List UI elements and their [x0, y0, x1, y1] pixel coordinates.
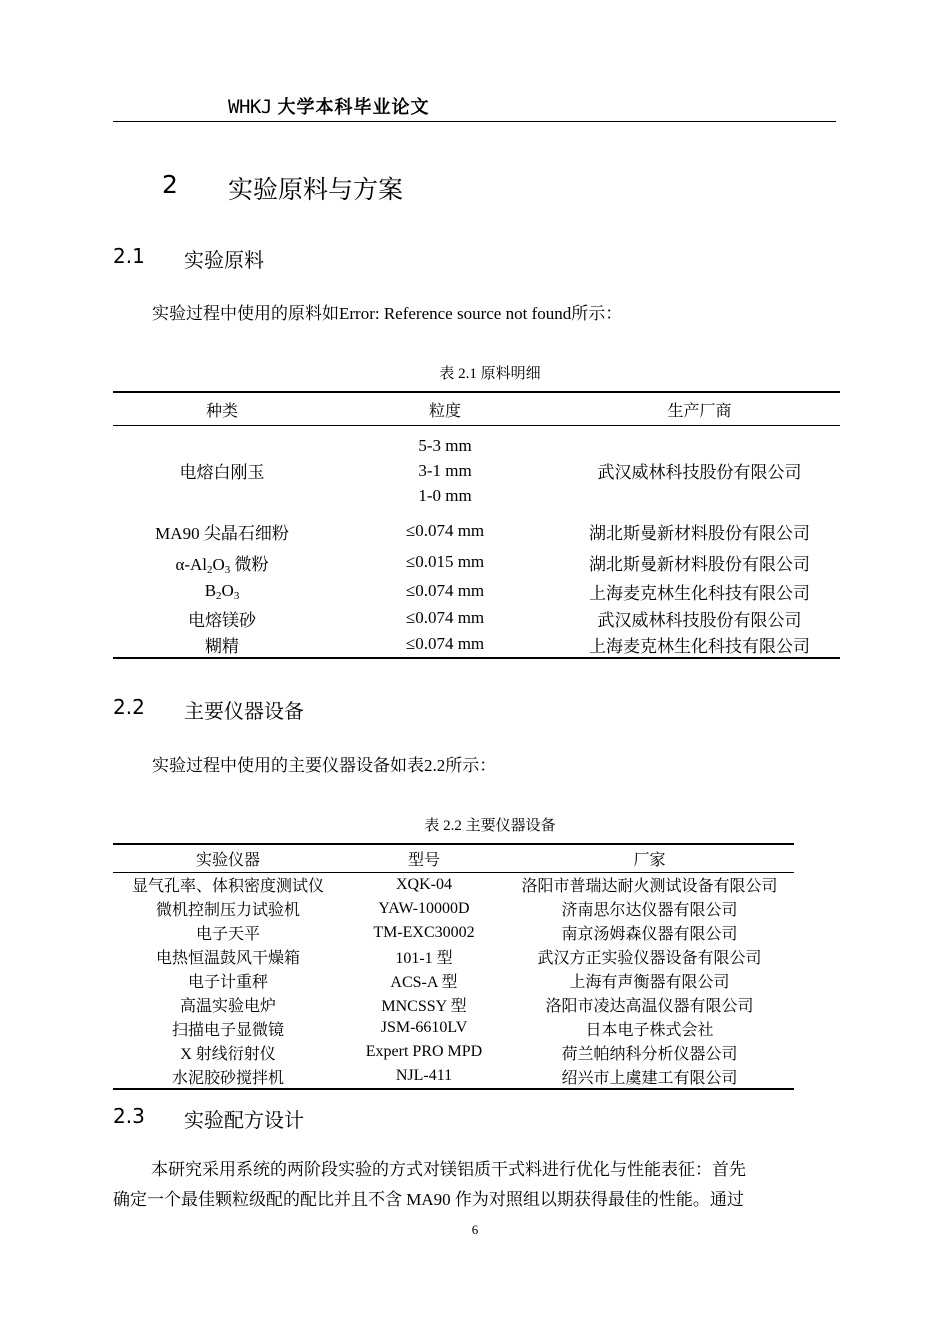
- chapter-title: 实验原料与方案: [228, 175, 404, 204]
- paragraph-2-3-line-1: 本研究采用系统的两阶段实验的方式对镁铝质干式料进行优化与性能表征：首先: [151, 1160, 746, 1179]
- instrument-manufacturer: 南京汤姆森仪器有限公司: [561, 926, 738, 944]
- section-2-2-title: 主要仪器设备: [184, 699, 304, 723]
- material-maker: 上海麦克林生化科技有限公司: [589, 583, 810, 603]
- table-1-caption: 表 2.1 原料明细: [439, 366, 541, 382]
- instrument-model: NJL-411: [343, 1064, 505, 1089]
- material-name: 电熔镁砂: [188, 610, 256, 630]
- material-name: $\alpha-Al_2O_3$ 微粉: [175, 554, 269, 576]
- header-title: 大学本科毕业论文: [277, 97, 430, 118]
- equipment-table: [113, 843, 794, 1090]
- table-row: [113, 547, 840, 578]
- instrument-manufacturer: 上海有声衡器有限公司: [569, 974, 730, 991]
- table-row: [113, 897, 794, 921]
- material-name: 电熔白刚玉: [179, 463, 265, 483]
- material-size: ≤0.074 mm: [331, 632, 559, 658]
- table-row: [113, 1064, 794, 1089]
- instrument-manufacturer: 日本电子株式会社: [585, 1021, 714, 1039]
- table-row: [113, 516, 840, 547]
- table-header-row: [113, 392, 840, 426]
- instrument-name: X 射线衍射仪: [180, 1045, 276, 1063]
- paragraph-2-2: 实验过程中使用的主要仪器设备如表2.2所示：: [152, 756, 497, 775]
- table-row: [113, 426, 840, 516]
- column-header-manufacturer: 厂家: [505, 844, 794, 873]
- instrument-manufacturer: 武汉方正实验仪器设备有限公司: [537, 950, 762, 968]
- material-size-list: [331, 426, 559, 516]
- table-row: [113, 578, 840, 605]
- material-size: ≤0.074 mm: [405, 581, 485, 600]
- section-2-3-number: 2.3: [113, 1104, 145, 1128]
- table-row: [113, 873, 794, 897]
- column-header-type: 种类: [113, 392, 331, 426]
- column-header-size: 粒度: [331, 392, 559, 426]
- table-2-caption: 表 2.2 主要仪器设备: [424, 818, 556, 834]
- material-maker: 武汉威林科技股份有限公司: [597, 463, 802, 483]
- instrument-model: YAW-10000D: [378, 899, 470, 917]
- table-row: [113, 969, 794, 993]
- material-name: 糊精: [113, 632, 331, 658]
- header-rule: [113, 121, 836, 122]
- instrument-manufacturer: 洛阳市普瑞达耐火测试设备有限公司: [521, 878, 778, 896]
- column-header-instrument: 实验仪器: [113, 844, 343, 873]
- chapter-number: 2: [162, 170, 178, 199]
- instrument-name: 电热恒温鼓风干燥箱: [155, 950, 300, 968]
- page-number: 6: [471, 1222, 479, 1237]
- instrument-name: 水泥胶砂搅拌机: [113, 1064, 343, 1089]
- section-2-3-title: 实验配方设计: [184, 1108, 304, 1132]
- material-size: ≤0.015 mm: [405, 552, 485, 571]
- material-size: ≤0.074 mm: [405, 521, 485, 540]
- material-size: 5-3 mm: [418, 436, 472, 456]
- instrument-manufacturer: 洛阳市凌达高温仪器有限公司: [545, 997, 754, 1015]
- table-header-row: [113, 844, 794, 873]
- paragraph-2-1: 实验过程中使用的原料如Error: Reference source not found所示：: [152, 304, 623, 323]
- material-maker: 湖北斯曼新材料股份有限公司: [589, 554, 810, 574]
- column-header-model: 型号: [343, 844, 505, 873]
- instrument-name: 电子天平: [195, 926, 260, 944]
- instrument-model: TM-EXC30002: [373, 923, 475, 941]
- instrument-name: 微机控制压力试验机: [155, 902, 300, 920]
- header-latin: WHKJ: [228, 96, 272, 118]
- table-row: [113, 921, 794, 945]
- materials-table: [113, 391, 840, 659]
- table-row: [113, 1040, 794, 1064]
- instrument-model: 101-1 型: [395, 950, 453, 968]
- instrument-manufacturer: 绍兴市上虞建工有限公司: [505, 1064, 794, 1089]
- table-row: [113, 632, 840, 658]
- instrument-model: JSM-6610LV: [380, 1019, 468, 1037]
- table-row: [113, 1016, 794, 1040]
- material-size: 3-1 mm: [418, 461, 472, 481]
- material-maker: 上海麦克林生化科技有限公司: [559, 632, 840, 658]
- column-header-maker: 生产厂商: [559, 392, 840, 426]
- material-name: MA90 尖晶石细粉: [155, 523, 289, 543]
- table-row: [113, 945, 794, 969]
- material-size: ≤0.074 mm: [405, 608, 485, 627]
- instrument-model: XQK-04: [396, 875, 452, 893]
- material-maker: 武汉威林科技股份有限公司: [597, 610, 802, 630]
- running-header: [228, 93, 430, 119]
- instrument-model: ACS-A 型: [390, 974, 458, 991]
- material-size: 1-0 mm: [418, 486, 472, 506]
- section-2-2-number: 2.2: [113, 695, 145, 719]
- instrument-model: MNCSSY 型: [381, 997, 467, 1015]
- instrument-name: 扫描电子显微镜: [171, 1021, 284, 1039]
- instrument-name: 高温实验电炉: [179, 997, 276, 1015]
- instrument-model: Expert PRO MPD: [365, 1043, 483, 1061]
- paragraph-2-3-line-2: 确定一个最佳颗粒级配的配比并且不含 MA90 作为对照组以期获得最佳的性能。通过: [113, 1190, 744, 1209]
- instrument-manufacturer: 济南思尔达仪器有限公司: [561, 902, 738, 920]
- table-row: [113, 605, 840, 632]
- instrument-name: 显气孔率、体积密度测试仪: [131, 878, 324, 896]
- instrument-name: 电子计重秤: [187, 974, 268, 991]
- section-2-1-number: 2.1: [113, 244, 145, 268]
- section-2-1-title: 实验原料: [184, 248, 264, 272]
- table-row: [113, 992, 794, 1016]
- instrument-manufacturer: 荷兰帕纳科分析仪器公司: [561, 1045, 738, 1063]
- material-maker: 湖北斯曼新材料股份有限公司: [589, 523, 810, 543]
- material-name: $B_2O_3$: [204, 581, 240, 602]
